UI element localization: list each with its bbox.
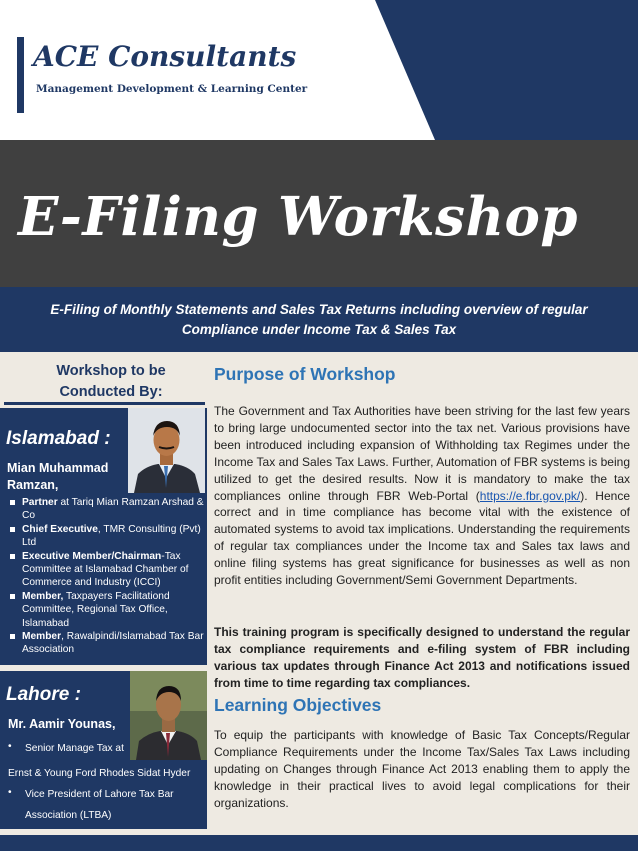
objectives-paragraph: To equip the participants with knowledge of Basic Tax Concepts/Regular Compliance Requirements under the Income Tax/Sales Tax Laws including updating on Changes through Finance Act 2013 enabling them to apply the knowledge in their practical lives to avoid legal complications for their organizations. — [214, 728, 630, 810]
list-item: Member, Rawalpindi/Islamabad Tax Bar Association — [0, 630, 205, 657]
bullet-icon: • — [8, 741, 12, 752]
brand-subtitle: Management Development & Learning Center — [36, 83, 308, 95]
brand-accent-bar — [17, 37, 24, 113]
lahore-speaker-name: Mr. Aamir Younas, — [8, 717, 116, 731]
list-item: Partner at Tariq Mian Ramzan Arshad & Co — [0, 496, 205, 523]
brand-name: ACE Consultants — [33, 40, 297, 73]
list-item: Chief Executive, TMR Consulting (Pvt) Ltd — [0, 523, 205, 550]
lahore-heading: Lahore : — [6, 684, 81, 705]
speaker-photo-islamabad — [128, 408, 205, 493]
fbr-portal-link[interactable]: https://e.fbr.gov.pk/ — [479, 488, 581, 503]
list-item: Executive Member/Chairman-Tax Committee at Islamabad Chamber of Commerce and Industry (ICCI) — [0, 550, 205, 590]
objectives-heading: Learning Objectives — [214, 695, 382, 715]
page-title: E-Filing Workshop — [18, 186, 578, 248]
page-subtitle: E-Filing of Monthly Statements and Sales Tax Returns including overview of regular Compliance under Income Tax & Sales Tax — [50, 302, 588, 337]
list-item: Member, Taxpayers Facilitationd Committee, Regional Tax Office, Islamabad — [0, 590, 205, 630]
lahore-role-line: Ernst & Young Ford Rhodes Sidat Hyder — [8, 768, 191, 779]
lahore-role-line: Association (LTBA) — [25, 810, 112, 821]
islamabad-speaker-name: Mian Muhammad Ramzan, — [7, 461, 109, 492]
footer-band — [0, 835, 638, 851]
lahore-role-line: Senior Manage Tax at — [25, 743, 124, 754]
purpose-heading: Purpose of Workshop — [214, 364, 396, 384]
divider — [4, 402, 205, 405]
speaker-photo-lahore — [130, 671, 207, 760]
purpose-paragraph: The Government and Tax Authorities have been striving for the last few years to bring large undocumented sector into the tax net. Various provisions have been introduced including expansion of Withholding tax Regimes under the Income Tax and Sales Tax Laws. Further, Automation of FBR systems is being utilized to get the desired results. Now it is mandatory to make the tax compliances online through FBR Web-Portal (https://e.fbr.gov.pk/). Hence correct and in time compliance has become vital with the existence of automated systems to avoid tax implications. Understanding the requirements of regular tax compliances under the Income tax and Sales tax laws and online filing systems has great significance for businesses as well as non profit entities including Government/Semi Government Departments. — [214, 404, 630, 588]
purpose-bold-paragraph: This training program is specifically designed to understand the regular tax compliance requirements and e-filing system of FBR including various tax updates through Finance Act 2013 and notifications issued from time to time regarding tax compliances. — [214, 625, 630, 690]
islamabad-roles-list — [0, 496, 205, 657]
bullet-icon: • — [8, 787, 12, 798]
lahore-role-line: Vice President of Lahore Tax Bar — [25, 789, 174, 800]
conducted-by-heading: Workshop to be Conducted By: — [56, 363, 166, 400]
islamabad-heading: Islamabad : — [6, 428, 111, 449]
